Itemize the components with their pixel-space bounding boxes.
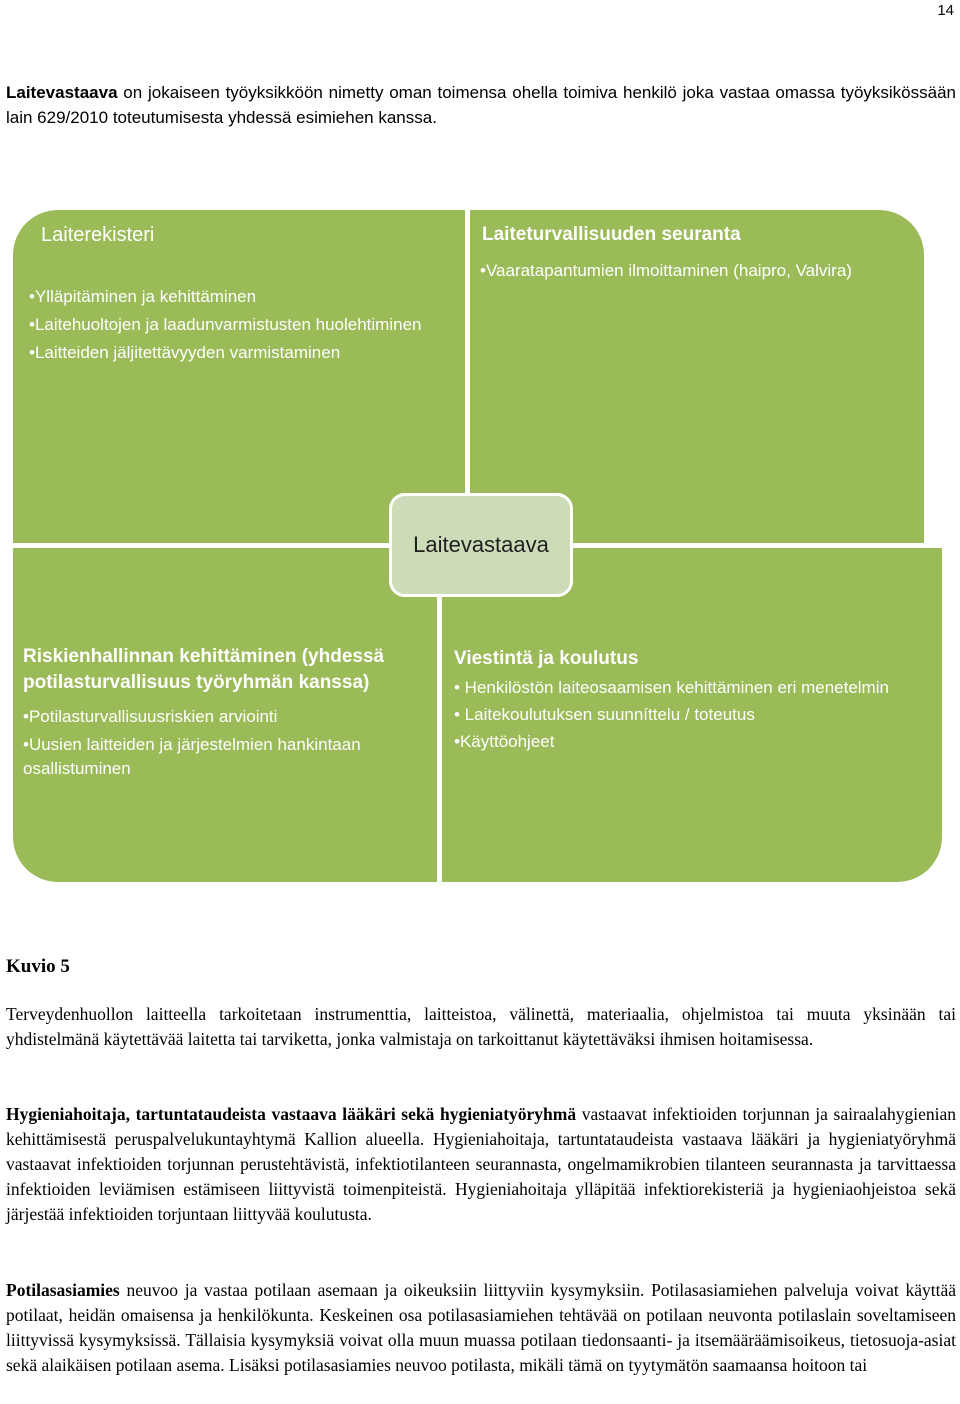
paragraph-device-definition: Terveydenhuollon laitteella tarkoitetaan instrumenttia, laitteistoa, välinettä, materiaalia, ohjelmistoa tai muuta yksinään tai yhdistelmänä käytettävää laitetta tai tarviketta, jonka valmistaja on tarkoittanut käytettäväksi ihmisen hoitamisessa.: [6, 1004, 956, 1049]
list-item: •Laitteiden jäljitettävyyden varmistaminen: [29, 343, 341, 362]
quadrant-title: Viestintä ja koulutus: [454, 648, 639, 669]
paragraph-hygiene: [6, 1102, 956, 1227]
figure-caption: Kuvio 5: [6, 956, 70, 977]
quadrant-title: Riskienhallinnan kehittäminen (yhdessä potilasturvallisuus työryhmän kanssa): [23, 646, 385, 693]
quadrant-list: [454, 674, 914, 755]
list-item: •Potilasturvallisuusriskien arviointi: [23, 707, 278, 726]
list-item: •Ylläpitäminen ja kehittäminen: [29, 287, 257, 306]
quadrant-list: [23, 705, 443, 785]
paragraph-text: vastaavat infektioiden torjunnan ja sairaalahygienian kehittämisestä peruspalvelukuntayhtymä Kallion alueella. Hygieniahoitaja, tartuntataudeista vastaava lääkäri ja hygieniatyöryhmä vastaavat infektioiden torjunnan perustehtävistä, infektiotilanteen seurannasta, ongelmamikrobien tilanteen seurannasta ja tarvittaessa infektioiden leviämisen estämiseen liittyvistä toimenpiteistä. Hygieniahoitaja ylläpitää infektiorekisteriä ja hygieniaohjeistoa sekä järjestää infektioiden torjuntaan liittyvää koulutusta.: [6, 1104, 956, 1224]
list-item: •Uusien laitteiden ja järjestelmien hankintaan osallistuminen: [23, 735, 361, 778]
quadrant-list: [480, 259, 900, 283]
list-item: • Henkilöstön laiteosaamisen kehittäminen eri menetelmin: [454, 678, 889, 697]
list-item: •Käyttöohjeet: [454, 732, 555, 751]
quadrant-riskienhallinta: [13, 548, 437, 882]
intro-lead: Laitevastaava: [6, 83, 118, 102]
paragraph-text: neuvoo ja vastaa potilaan asemaan ja oikeuksiin liittyviin kysymyksiin. Potilasasiamiehen palveluja voivat käyttää potilaat, heidän omaisensa ja henkilökunta. Keskeinen osa potilasasiamiehen tehtävää on potilaan neuvonta potilaslain soveltamiseen liittyvissä kysymyksissä. Tällaisia kysymyksiä voivat olla muun muassa potilaan tiedonsaanti- ja itsemääräämisoikeus, tietosuoja-asiat sekä alaikäisen potilaan asema. Lisäksi potilasasiamies neuvoo potilasta, mikäli tämä on tyytymätön saamaansa hoitoon tai: [6, 1280, 956, 1375]
quadrant-list: [29, 285, 429, 369]
paragraph-patient-ombudsman: [6, 1278, 956, 1378]
page-number: 14: [937, 2, 954, 19]
list-item: •Vaaratapantumien ilmoittaminen (haipro, Valvira): [480, 261, 852, 280]
list-item: • Laitekoulutuksen suunníttelu / toteutus: [454, 705, 755, 724]
quadrant-laiterekisteri: [13, 210, 465, 543]
intro-text: on jokaiseen työyksikköön nimetty oman toimensa ohella toimiva henkilö joka vastaa omassa työyksikössään lain 629/2010 toteutumisesta yhdessä esimiehen kanssa.: [6, 83, 956, 127]
quadrant-title: Laiterekisteri: [41, 224, 155, 246]
paragraph-lead: Hygieniahoitaja, tartuntataudeista vastaava lääkäri sekä hygieniatyöryhmä: [6, 1104, 577, 1124]
paragraph-lead: Potilasasiamies: [6, 1280, 120, 1300]
center-label: Laitevastaava: [389, 493, 573, 597]
list-item: •Laitehuoltojen ja laadunvarmistusten huolehtiminen: [29, 315, 422, 334]
quadrant-viestinta: [442, 548, 942, 882]
quadrant-title: Laiteturvallisuuden seuranta: [482, 224, 741, 245]
